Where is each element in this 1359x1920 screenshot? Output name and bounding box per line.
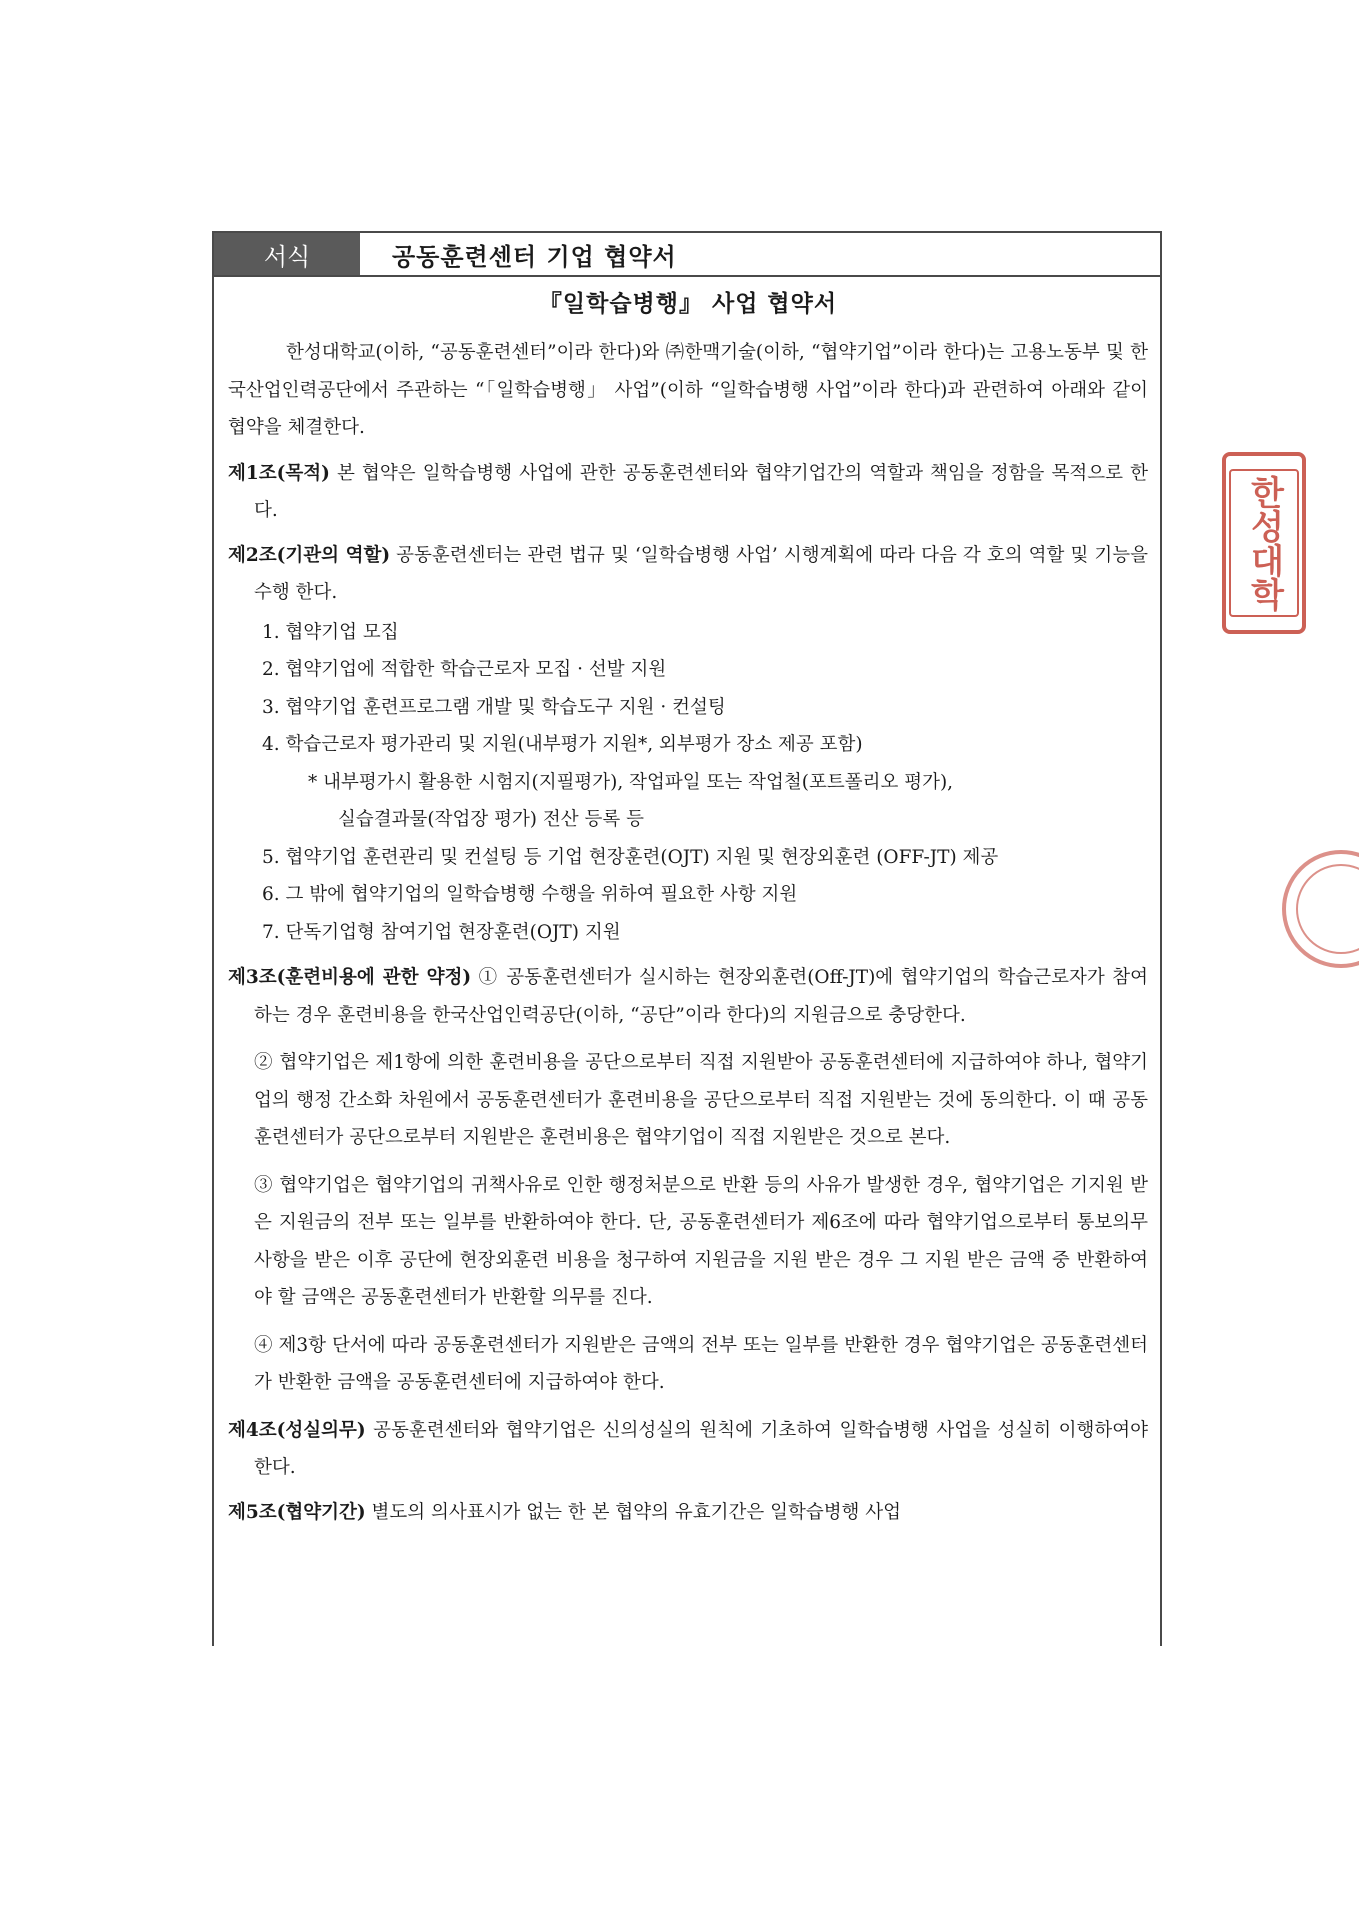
article-3-paragraph-2: ② 협약기업은 제1항에 의한 훈련비용을 공단으로부터 직접 지원받아 공동훈련센터에 지급하여야 하나, 협약기업의 행정 간소화 차원에서 공동훈련센터가 훈련비용을 공단으로부터 직접 지원받는 것에 동의한다. 이 때 공동훈련센터가 공단으로부터 지원받은 훈련비용은 협약기업이 직접 지원받은 것으로 본다.	[254, 1052, 1148, 1148]
footnote-line-1: * 내부평가시 활용한 시험지(지필평가), 작업파일 또는 작업철(포트폴리오 평가),	[308, 771, 954, 793]
article-2	[228, 537, 1148, 612]
article-4	[228, 1412, 1148, 1487]
form-title: 공동훈련센터 기업 협약서	[392, 242, 677, 271]
article-1-text: 본 협약은 일학습병행 사업에 관한 공동훈련센터와 협약기업간의 역할과 책임을 정함을 목적으로 한다.	[254, 462, 1148, 521]
form-header	[214, 233, 1160, 277]
article-2-text: 공동훈련센터는 관련 법규 및 ‘일학습병행 사업’ 시행계획에 따라 다음 각 호의 역할 및 기능을 수행 한다.	[254, 544, 1148, 603]
article-2-title: 제2조(기관의 역할)	[228, 544, 391, 566]
form-tag: 서식	[214, 233, 360, 275]
partial-seal-stamp	[1282, 850, 1359, 968]
article-5-title: 제5조(협약기간)	[228, 1501, 366, 1523]
article-4-text: 공동훈련센터와 협약기업은 신의성실의 원칙에 기초하여 일학습병행 사업을 성실히 이행하여야 한다.	[254, 1419, 1148, 1478]
item-4-footnote	[228, 764, 1148, 839]
article-3-title: 제3조(훈련비용에 관한 약정)	[228, 967, 472, 988]
document-body	[214, 277, 1160, 1531]
article-3	[228, 959, 1148, 1034]
list-item: 4. 학습근로자 평가관리 및 지원(내부평가 지원*, 외부평가 장소 제공 포함)	[262, 734, 863, 755]
article-2-items-continued	[228, 839, 1148, 952]
article-5-text: 별도의 의사표시가 없는 한 본 협약의 유효기간은 일학습병행 사업	[365, 1501, 902, 1523]
list-item: 7. 단독기업형 참여기업 현장훈련(OJT) 지원	[262, 921, 621, 943]
form-frame	[212, 231, 1162, 1646]
list-item: 1. 협약기업 모집	[262, 621, 399, 643]
article-5	[228, 1494, 1148, 1532]
article-3-text: ① 공동훈련센터가 실시하는 현장외훈련(Off-JT)에 협약기업의 학습근로자가 참여하는 경우 훈련비용을 한국산업인력공단(이하, “공단”이라 한다)의 지원금으로 충당한다.	[254, 967, 1149, 1026]
list-item: 6. 그 밖에 협약기업의 일학습병행 수행을 위하여 필요한 사항 지원	[262, 884, 798, 905]
article-1	[228, 455, 1148, 530]
article-3-paragraph-4: ④ 제3항 단서에 따라 공동훈련센터가 지원받은 금액의 전부 또는 일부를 반환한 경우 협약기업은 공동훈련센터가 반환한 금액을 공동훈련센터에 지급하여야 한다.	[254, 1334, 1148, 1393]
article-2-items	[228, 614, 1148, 764]
document-title: 『일학습병행』 사업 협약서	[538, 291, 838, 317]
seal-text: 한성대학	[1229, 469, 1299, 617]
article-1-title: 제1조(목적)	[228, 462, 330, 484]
article-3-paragraph-3: ③ 협약기업은 협약기업의 귀책사유로 인한 행정처분으로 반환 등의 사유가 발생한 경우, 협약기업은 기지원 받은 지원금의 전부 또는 일부를 반환하여야 한다. 단, 공동훈련센터가 제6조에 따라 협약기업으로부터 통보의무 사항을 받은 이후 공단에 현장외훈련 비용을 청구하여 지원금을 지원 받은 경우 그 지원 받은 금액 중 반환하여야 할 금액은 공동훈련센터가 반환할 의무를 진다.	[254, 1174, 1148, 1308]
list-item: 2. 협약기업에 적합한 학습근로자 모집 · 선발 지원	[262, 659, 667, 680]
list-item: 3. 협약기업 훈련프로그램 개발 및 학습도구 지원 · 컨설팅	[262, 696, 726, 718]
intro-paragraph: 한성대학교(이하, “공동훈련센터”이라 한다)와 ㈜한맥기술(이하, “협약기업”이라 한다)는 고용노동부 및 한국산업인력공단에서 주관하는 “「일학습병행」 사업”(이하 “일학습병행 사업”이라 한다)과 관련하여 아래와 같이 협약을 체결한다.	[228, 342, 1148, 438]
institution-seal-stamp	[1222, 452, 1306, 634]
list-item: 5. 협약기업 훈련관리 및 컨설팅 등 기업 현장훈련(OJT) 지원 및 현장외훈련 (OFF-JT) 제공	[262, 846, 999, 868]
article-4-title: 제4조(성실의무)	[228, 1419, 366, 1441]
footnote-line-2: 실습결과물(작업장 평가) 전산 등록 등	[338, 809, 645, 830]
